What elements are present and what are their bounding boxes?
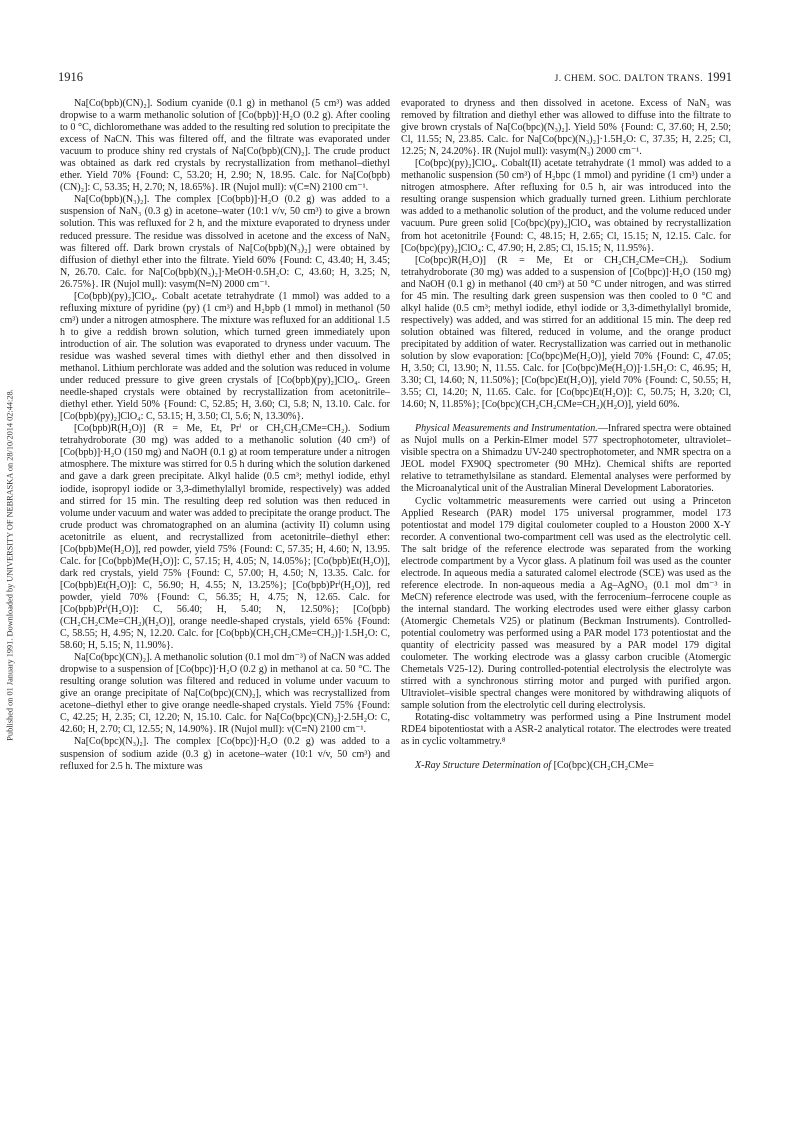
- download-sidebar-note: [3, 150, 17, 980]
- paragraph-physical-measurements: [401, 423, 731, 495]
- download-sidebar-text: Published on 01 January 1991. Downloaded by UNIVERSITY OF NEBRASKA on 28/10/2014 02:44:28.: [5, 389, 15, 741]
- paragraph-na-co-bpb-n3-2: Na[Co(bpb)(N₃)₂]. The complex [Co(bpb)]·H₂O (0.2 g) was added to a suspension of NaN₃ (0.3 g) in acetone–water (10:1 v/v, 50 cm³) to give a brown solution. This was refluxed for 2 h, and the mixture evaporated to dryness under reduced pressure. The residue was dissolved in acetone and the excess of NaN₃ was filtered off. Dark brown crystals of Na[Co(bpb)(N₃)₂] were obtained by diffusion of diethyl ether into the filtrate. Yield 60% {Found: C, 43.40; H, 3.45; N, 26.70. Calc. for Na[Co(bpb)(N₃)₂]·MeOH·0.5H₂O: C, 43.60; H, 3.25; N, 26.75%}. IR (Nujol mull): νasym(N≡N) 2000 cm⁻¹.: [60, 194, 390, 290]
- journal-year: 1991: [707, 70, 732, 84]
- section-heading-xray: X-Ray Structure Determination of: [415, 760, 552, 772]
- page-header: [58, 70, 732, 86]
- paragraph-co-bpb-r-h2o: [Co(bpb)R(H₂O)] (R = Me, Et, Prⁱ or CH₂CH₂CMe=CH₂). Sodium tetrahydroborate (30 mg) was added to a methanolic solution (40 cm³) of [Co(bpb)]·H₂O (150 mg) and NaOH (0.1 g) at room temperature under a nitrogen atmosphere. The mixture was stirred for 0.5 h during which the solution darkened and gave a dark green precipitate. Alkyl halide (0.5 cm³; methyl iodide, ethyl iodide, isopropyl iodide or 3,3-dimethylallyl bromide, respectively) was added and stirred for 15 min. The resulting deep red solution was then reduced in volume under vacuum and water was added to precipitate the orange product. The crude product was chromatographed on an alumina (activity II) column using acetonitrile as eluent, and recrystallized from acetonitrile–diethyl ether: [Co(bpb)Me(H₂O)], red powder, yield 75% {Found: C, 57.35; H, 4.60; N, 13.95. Calc. for [Co(bpb)Me(H₂O)]: C, 57.15; H, 4.05; N, 14.05%}; [Co(bpb)Et(H₂O)], dark red crystals, yield 75% {Found: C, 57.00; H, 4.50; N, 13.35. Calc. for [Co(bpb)Et(H₂O)]: C, 56.90; H, 4.55; N, 13.25%}; [Co(bpb)Prⁱ(H₂O)], red powder, yield 70% {Found: C, 56.35; H, 4.75; N, 12.65. Calc. for [Co(bpb)Prⁱ(H₂O)]: C, 56.40; H, 5.40; N, 12.50%}; [Co(bpb)(CH₂CH₂CMe=CH₂)(H₂O)], orange needle-shaped crystals, yield 65% {Found: C, 58.55; H, 4.95; N, 12.20. Calc. for [Co(bpb)(CH₂CH₂CMe=CH₂)]·1.5H₂O: C, 58.60; H, 5.15; N, 11.90%}.: [60, 423, 390, 652]
- paragraph-rotating-disc: Rotating-disc voltammetry was performed using a Pine Instrument model RDE4 bipotentiostat with a ASR-2 analytical rotator. The electrodes were treated as in cyclic voltammetry.⁸: [401, 712, 731, 748]
- page-number: 1916: [58, 70, 83, 84]
- paragraph-na-co-bpb-cn2: Na[Co(bpb)(CN)₂]. Sodium cyanide (0.1 g) in methanol (5 cm³) was added dropwise to a warm methanolic solution of [Co(bpb)]·H₂O (0.2 g). After cooling to 0 °C, dichloromethane was added to the resulting red solution to precipitate the excess of NaCN. This was filtered off, and the filtrate was evaporated under vacuum to produce shiny red crystals of Na[Co(bpb)(CN)₂]. The crude product was obtained as dark red crystals by recrystallization from methanol–diethyl ether. Yield 70% {Found: C, 53.20; H, 2.90; N, 18.95. Calc. for Na[Co(bpb)(CN)₂]: C, 53.35; H, 2.70; N, 18.65%}. IR (Nujol mull): ν(C≡N) 2100 cm⁻¹.: [60, 98, 390, 194]
- right-column: [401, 98, 731, 773]
- left-column: [60, 98, 390, 773]
- paragraph-na-co-bpc-n3-2: Na[Co(bpc)(N₃)₂]. The complex [Co(bpc)]·H₂O (0.2 g) was added to a suspension of sodium azide (0.3 g) in acetone–water (10:1 v/v, 50 cm³) and refluxed for 2.5 h. The mixture was: [60, 736, 390, 772]
- section-heading-physical-measurements: Physical Measurements and Instrumentation.: [415, 423, 598, 435]
- journal-name: J. CHEM. SOC. DALTON TRANS.: [554, 74, 703, 84]
- section-gap: [401, 411, 731, 423]
- paragraph-cyclic-voltammetry: Cyclic voltammetric measurements were carried out using a Princeton Applied Research (PAR) model 175 universal programmer, model 173 potentiostat and model 179 digital coulometer coupled to a Houston 2000 X-Y recorder. A conventional two-compartment cell was used as the electrolytic cell. The salt bridge of the reference electrode was separated from the working electrode compartment by a Vycor glass. A platinum foil was used as the counter electrode. In aqueous media a saturated calomel electrode (SCE) was used as the reference electrode. In non-aqueous media a Ag–AgNO₃ (0.1 mol dm⁻³ in MeCN) reference electrode was used, with the ferrocenium–ferrocene couple as the internal standard. The working electrodes used were either glassy carbon (Atomergic Chemetals V25) or platinum (Beckman Instruments). Controlled-potential coulometry was performed using a PAR model 173 potentiostat and the quantity of electricity passed was measured by a PAR model 179 digital coulometer. The working electrode was a glassy carbon crucible (Atomergic Chemetals V25-12). During controlled-potential electrolysis the electrolyte was stirred with a synchronous stirring motor and purged with purified argon. Ultraviolet–visible spectral changes were monitored by withdrawing aliquots of sample solution from the electrolytic cell during electrolysis.: [401, 495, 731, 712]
- section-gap: [401, 748, 731, 760]
- paragraph-co-bpb-py2-clo4: [Co(bpb)(py)₂]ClO₄. Cobalt acetate tetrahydrate (1 mmol) was added to a refluxing mixture of pyridine (py) (1 cm³) and H₂bpb (1 mmol) in methanol (50 cm³) under a nitrogen atmosphere. The mixture was refluxed for an additional 1.5 h to give a reddish brown solution, which turned green immediately upon introduction of air. The solution was evaporated to dryness under vacuum. The residue was washed several times with diethyl ether and then dissolved in methanol. Lithium perchlorate was added and the solution was reduced in volume under reduced pressure to give green crystals of [Co(bpb)(py)₂]ClO₄. Green needle-shaped crystals were obtained by recrystallization from acetonitrile–diethyl ether. Yield 50% {Found: C, 52.85; H, 3.60; Cl, 5.8; N, 13.10. Calc. for [Co(bpb)(py)₂]ClO₄: C, 53.15; H, 3.50; Cl, 5.6; N, 13.30%}.: [60, 290, 390, 423]
- physical-measurements-text: —Infrared spectra were obtained as Nujol mulls on a Perkin-Elmer model 577 spectrophotometer, ultraviolet–visible spectra on a Shimadzu UV-240 spectrophotometer, and NMR spectra on a JEOL model FX90Q spectrometer (90 MHz). Chemical shifts are reported relative to tetramethylsilane as standard. Elemental analyses were performed by the Microanalytical unit of the Australian Mineral Development Laboratories.: [401, 423, 731, 495]
- paragraph-continued: evaporated to dryness and then dissolved in acetone. Excess of NaN₃ was removed by filtration and diethyl ether was allowed to diffuse into the filtrate to give brown crystals of Na[Co(bpc)(N₃)₂]. Yield 50% {Found: C, 37.60; H, 2.50; Cl, 11.55; N, 23.85. Calc. for Na[Co(bpc)(N₃)₂]·1.5H₂O: C, 37.35; H, 2.25; Cl, 12.25; N, 24.20%}. IR (Nujol mull): νasym(N₃) 2000 cm⁻¹.: [401, 98, 731, 158]
- paragraph-xray-heading: [401, 760, 731, 772]
- paragraph-co-bpc-r-h2o: [Co(bpc)R(H₂O)] (R = Me, Et or CH₂CH₂CMe=CH₂). Sodium tetrahydroborate (30 mg) was added to a suspension of [Co(bpc)]·H₂O (150 mg) and NaOH (0.1 g) in methanol (40 cm³) at 50 °C under nitrogen, and was stirred for 45 min. The resulting dark green suspension was then cooled to 0 °C and alkyl halide (0.5 cm³; methyl iodide, ethyl iodide or 3,3-dimethylallyl bromide, respectively) was added, and was stirred for an additional 15 min. The deep red solution obtained was filtered, reduced in volume, and the orange product precipitated by addition of water. Recrystallization was carried out in methanolic solution by slow evaporation: [Co(bpc)Me(H₂O)], yield 70% {Found: C, 47.05; H, 3.50; Cl, 13.90; N, 11.55. Calc. for [Co(bpc)Me(H₂O)]·1.5H₂O: C, 46.95; H, 3.30; Cl, 14.60; N, 11.50%}; [Co(bpc)Et(H₂O)], yield 70% {Found: C, 50.55; H, 3.55; Cl, 14.20; N, 11.65. Calc. for [Co(bpc)Et(H₂O)]: C, 50.75; H, 3.20; Cl, 14.60; N, 11.85%}; [Co(bpc)(CH₂CH₂CMe=CH₂)(H₂O)], yield 60%.: [401, 254, 731, 411]
- journal-running-head: [555, 70, 732, 85]
- xray-compound: [Co(bpc)(CH₂CH₂CMe=: [553, 760, 654, 772]
- paragraph-na-co-bpc-cn2: Na[Co(bpc)(CN)₂]. A methanolic solution (0.1 mol dm⁻³) of NaCN was added dropwise to a suspension of [Co(bpc)]·H₂O (0.2 g) in methanol at ca. 50 °C. The resulting orange solution was filtered and reduced in volume under vacuum to give an orange precipitate of Na[Co(bpc)(CN)₂], which was recrystallized from acetone–diethyl ether to give orange needle-shaped crystals. Yield 75% {Found: C, 42.25; H, 2.35; Cl, 12.20; N, 15.10. Calc. for Na[Co(bpc)(CN)₂]·2.5H₂O: C, 42.60; H, 2.70; Cl, 12.55; N, 14.90%}. IR (Nujol mull): ν(C≡N) 2100 cm⁻¹.: [60, 652, 390, 736]
- paragraph-co-bpc-py2-clo4: [Co(bpc)(py)₂]ClO₄. Cobalt(II) acetate tetrahydrate (1 mmol) was added to a methanolic suspension (50 cm³) of H₂bpc (1 mmol) and pyridine (1 cm³) under a nitrogen atmosphere. After refluxing for 0.5 h, air was introduced into the resulting orange suspension which gradually turned green. Lithium perchlorate was added to a methanolic solution of the product, and the volume reduced under vacuum. Pure green solid [Co(bpc)(py)₂]ClO₄ was obtained by recrystallization from hot acetonitrile {Found: C, 48.15; H, 2.65; Cl, 15.15; N, 12.15. Calc. for [Co(bpc)(py)₂]ClO₄: C, 47.90; H, 2.85; Cl, 15.15; N, 11.95%}.: [401, 158, 731, 254]
